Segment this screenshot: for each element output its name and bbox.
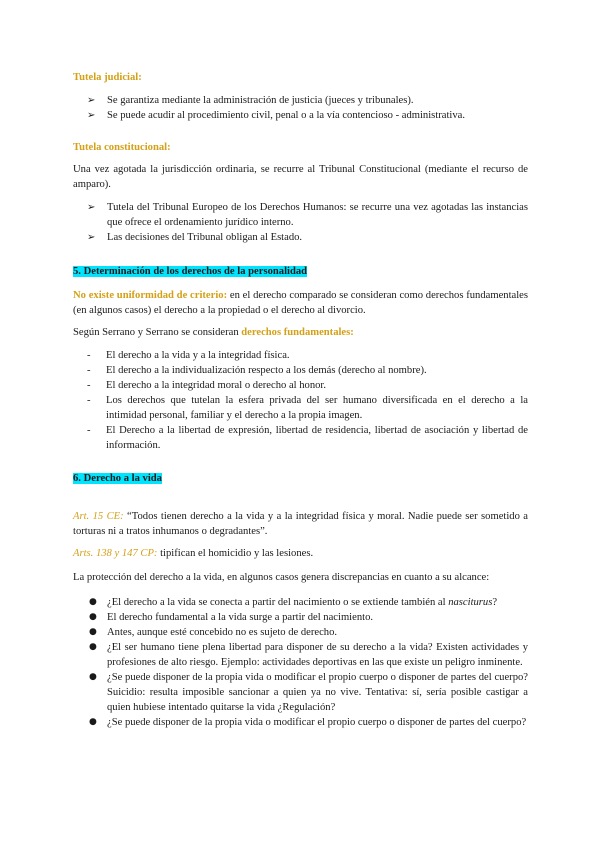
list-item: ● Antes, aunque esté concebido no es sujeto de derecho. [89, 627, 338, 638]
list-item: ● ¿Se puede disponer de la propia vida o modificar el propio cuerpo o disponer de partes del cuerpo? Suicidio: resulta imposible sancionar a quien ya no vive. Tentativa: sí, sería posible castigar a quien hubiese intentado quitarse la vida ¿Regulación? [89, 672, 528, 713]
heading-tutela-constitucional: Tutela constitucional: [73, 142, 171, 153]
bullet-icon: ● [89, 672, 97, 682]
list-item: - Los derechos que tutelan la esfera privada del ser humano diversificada en el derecho a la intimidad personal, familiar y el derecho a la propia imagen. [87, 395, 528, 421]
bullet-icon: ● [89, 717, 97, 727]
dash-bullet-icon: - [87, 395, 91, 406]
section-tutela-constitucional [73, 140, 528, 245]
serrano-paragraph: Según Serrano y Serrano se consideran derechos fundamentales: [73, 327, 354, 338]
section-determinacion-derechos [73, 264, 528, 453]
list-item: - El derecho a la individualización respecto a los demás (derecho al nombre). [87, 365, 427, 376]
derecho-vida-list [73, 595, 528, 730]
bullet-icon: ● [89, 612, 97, 622]
section-tutela-judicial [73, 70, 528, 123]
dash-bullet-icon: - [87, 365, 91, 376]
heading-tutela-judicial: Tutela judicial: [73, 72, 142, 83]
derechos-fundamentales-list [73, 348, 528, 453]
list-item: ➢ Se garantiza mediante la administración de justicia (jueces y tribunales). [87, 95, 414, 106]
bullet-icon: ● [89, 627, 97, 637]
dash-bullet-icon: - [87, 380, 91, 391]
list-item: - El derecho a la vida y a la integridad física. [87, 350, 290, 361]
list-item: ● El derecho fundamental a la vida surge a partir del nacimiento. [89, 612, 374, 623]
list-item: ➢ Las decisiones del Tribunal obligan al Estado. [87, 232, 303, 243]
arrow-bullet-icon: ➢ [87, 202, 96, 213]
list-item: ● ¿El ser humano tiene plena libertad para disponer de su derecho a la vida? Existen actividades y profesiones de alto riesgo. Ejemplo: actividades deportivas en las que existe un peligro inminente. [89, 642, 528, 668]
arts-138-147-paragraph: Arts. 138 y 147 CP: tipifican el homicidio y las lesiones. [73, 548, 314, 559]
list-item: ● ¿El derecho a la vida se conecta a partir del nacimiento o se extiende también al nasciturus? [89, 597, 498, 608]
list-item: ➢ Se puede acudir al procedimiento civil, penal o a la vía contencioso - administrativa. [87, 110, 466, 121]
dash-bullet-icon: - [87, 425, 91, 436]
bullet-icon: ● [89, 597, 97, 607]
bullet-icon: ● [89, 642, 97, 652]
list-item: - El derecho a la integridad moral o derecho al honor. [87, 380, 327, 391]
heading-determinacion-derechos: 5. Determinación de los derechos de la personalidad [73, 266, 308, 277]
tutela-constitucional-list [73, 200, 528, 245]
arrow-bullet-icon: ➢ [87, 110, 96, 121]
arrow-bullet-icon: ➢ [87, 232, 96, 243]
section-derecho-vida [73, 471, 528, 730]
list-item: - El Derecho a la libertad de expresión, libertad de residencia, libertad de asociación y libertad de información. [87, 425, 528, 451]
dash-bullet-icon: - [87, 350, 91, 361]
tutela-constitucional-intro: Una vez agotada la jurisdicción ordinaria, se recurre al Tribunal Constitucional (mediante el recurso de amparo). [73, 164, 528, 190]
tutela-judicial-list [73, 93, 528, 123]
proteccion-intro: La protección del derecho a la vida, en algunos casos genera discrepancias en cuanto a su alcance: [73, 572, 490, 583]
heading-derecho-vida: 6. Derecho a la vida [73, 473, 162, 484]
list-item: ➢ Tutela del Tribunal Europeo de los Derechos Humanos: se recurre una vez agotadas las instancias que ofrece el ordenamiento jurídico interno. [87, 202, 528, 228]
arrow-bullet-icon: ➢ [87, 95, 96, 106]
art-15-paragraph: Art. 15 CE: “Todos tienen derecho a la vida y a la integridad física y moral. Nadie puede ser sometido a torturas ni a tratos inhumanos o degradantes”. [73, 511, 528, 537]
uniformidad-paragraph: No existe uniformidad de criterio: en el derecho comparado se consideran como derechos fundamentales (en algunos casos) el derecho a la propiedad o el derecho al divorcio. [73, 290, 528, 316]
list-item: ● ¿Se puede disponer de la propia vida o modificar el propio cuerpo o disponer de partes del cuerpo? [89, 717, 527, 728]
